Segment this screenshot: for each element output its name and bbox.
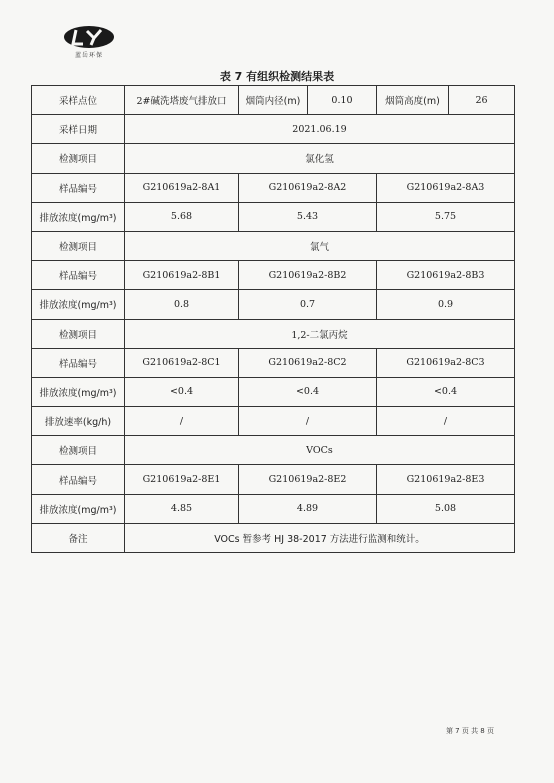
item-name: VOCs [125, 436, 515, 465]
height-label: 烟筒高度(m) [377, 86, 449, 115]
table-row [32, 465, 515, 494]
point-value: 2#碱洗塔废气排放口 [125, 86, 239, 115]
table-row [32, 377, 515, 406]
concentration-value: 0.7 [239, 290, 377, 319]
remark-text: VOCs 暂参考 HJ 38-2017 方法进行监测和统计。 [125, 523, 515, 552]
sample-id: G210619a2-8C1 [125, 348, 239, 377]
table-row [32, 494, 515, 523]
concentration-label: 排放浓度(mg/m³) [32, 494, 125, 523]
remark-label: 备注 [32, 523, 125, 552]
concentration-value: 5.68 [125, 202, 239, 231]
table-row [32, 86, 515, 115]
concentration-value: 0.9 [377, 290, 515, 319]
concentration-value: <0.4 [239, 377, 377, 406]
item-name: 氯气 [125, 231, 515, 260]
concentration-value: 5.75 [377, 202, 515, 231]
date-label: 采样日期 [32, 115, 125, 144]
sample-label: 样品编号 [32, 261, 125, 290]
page-number: 第 7 页 共 8 页 [445, 727, 494, 735]
table-row [32, 173, 515, 202]
concentration-value: 4.85 [125, 494, 239, 523]
item-name: 氯化氢 [125, 144, 515, 173]
results-table [31, 85, 515, 553]
rate-label: 排放速率(kg/h) [32, 407, 125, 436]
table-row [32, 523, 515, 552]
table-row [32, 115, 515, 144]
rate-value: / [239, 407, 377, 436]
rate-value: / [125, 407, 239, 436]
concentration-value: <0.4 [125, 377, 239, 406]
sample-id: G210619a2-8A3 [377, 173, 515, 202]
diameter-value: 0.10 [308, 86, 377, 115]
sample-id: G210619a2-8C3 [377, 348, 515, 377]
rate-value: / [377, 407, 515, 436]
item-name: 1,2-二氯丙烷 [125, 319, 515, 348]
logo-text: 蓝岳环保 [74, 52, 103, 59]
point-label: 采样点位 [32, 86, 125, 115]
sample-label: 样品编号 [32, 465, 125, 494]
sample-id: G210619a2-8B2 [239, 261, 377, 290]
table-row [32, 144, 515, 173]
sample-id: G210619a2-8A1 [125, 173, 239, 202]
concentration-value: 4.89 [239, 494, 377, 523]
concentration-value: 5.43 [239, 202, 377, 231]
height-value: 26 [449, 86, 515, 115]
diameter-label: 烟筒内径(m) [239, 86, 308, 115]
table-row [32, 231, 515, 260]
concentration-label: 排放浓度(mg/m³) [32, 202, 125, 231]
table-row [32, 436, 515, 465]
sample-id: G210619a2-8A2 [239, 173, 377, 202]
concentration-value: 0.8 [125, 290, 239, 319]
table-row [32, 202, 515, 231]
sample-label: 样品编号 [32, 348, 125, 377]
concentration-value: 5.08 [377, 494, 515, 523]
sample-id: G210619a2-8E1 [125, 465, 239, 494]
item-label: 检测项目 [32, 144, 125, 173]
table-row [32, 261, 515, 290]
sample-label: 样品编号 [32, 173, 125, 202]
table-row [32, 290, 515, 319]
item-label: 检测项目 [32, 231, 125, 260]
item-label: 检测项目 [32, 319, 125, 348]
sample-id: G210619a2-8E2 [239, 465, 377, 494]
table-row [32, 407, 515, 436]
concentration-label: 排放浓度(mg/m³) [32, 377, 125, 406]
sample-id: G210619a2-8E3 [377, 465, 515, 494]
sample-id: G210619a2-8C2 [239, 348, 377, 377]
sample-id: G210619a2-8B1 [125, 261, 239, 290]
company-logo [62, 25, 116, 59]
sample-id: G210619a2-8B3 [377, 261, 515, 290]
item-label: 检测项目 [32, 436, 125, 465]
table-row [32, 348, 515, 377]
table-title: 表 7 有组织检测结果表 [219, 70, 335, 83]
date-value: 2021.06.19 [125, 115, 515, 144]
logo-mark-icon [63, 25, 115, 49]
table-row [32, 319, 515, 348]
concentration-value: <0.4 [377, 377, 515, 406]
concentration-label: 排放浓度(mg/m³) [32, 290, 125, 319]
